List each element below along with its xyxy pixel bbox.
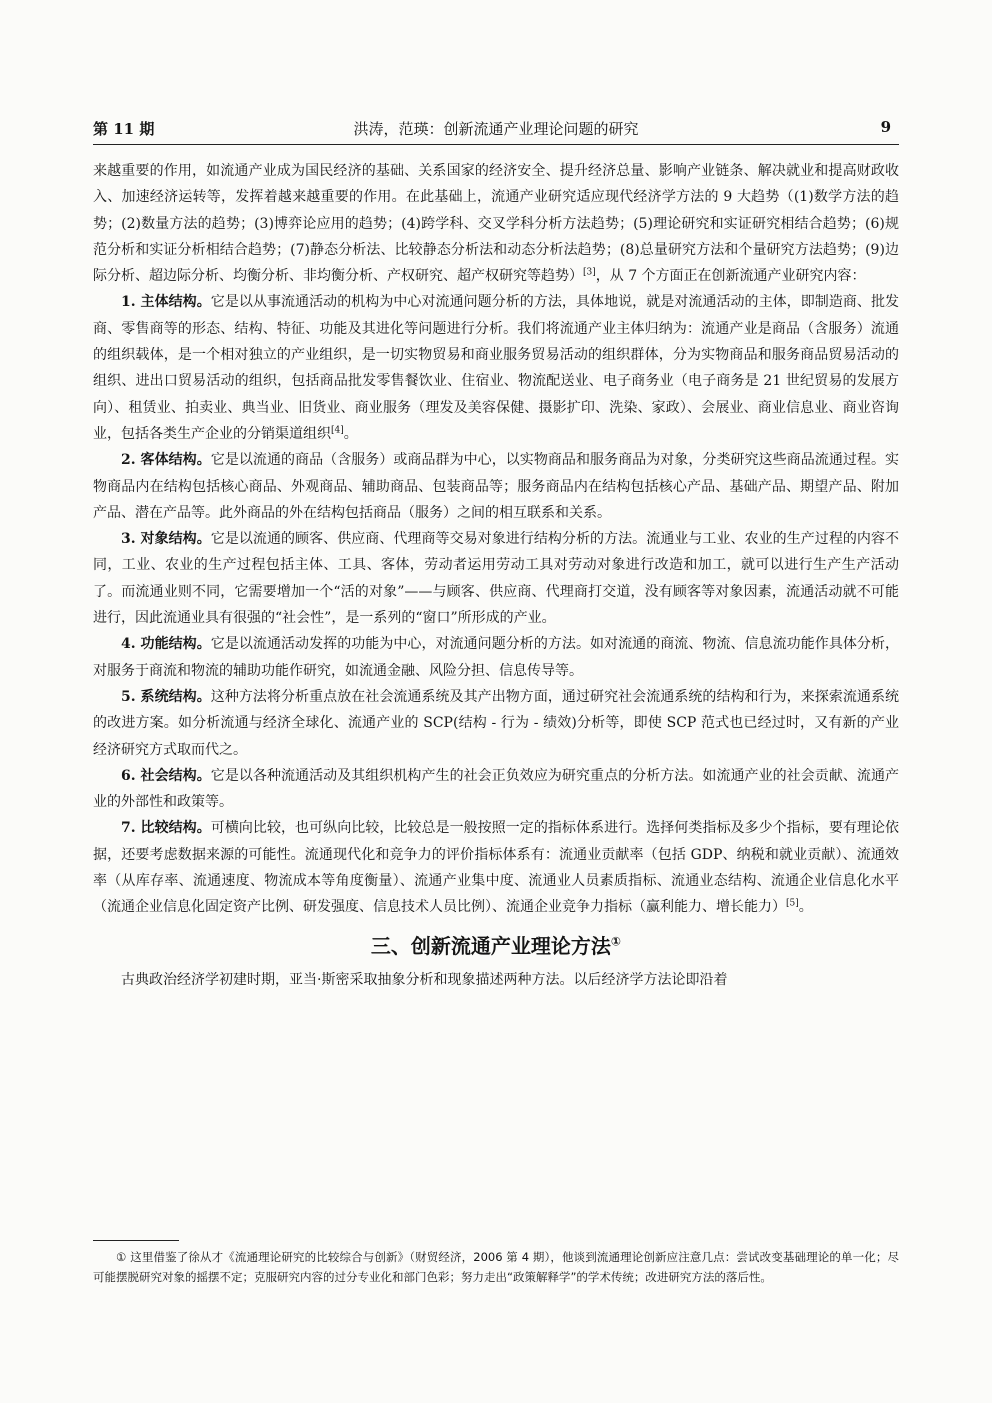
header-rule bbox=[93, 144, 899, 145]
item-paragraph-1 bbox=[93, 289, 899, 447]
footnote bbox=[93, 1247, 899, 1287]
item-text: 这种方法将分析重点放在社会流通系统及其产出物方面，通过研究社会流通系统的结构和行为，来探索流通系统的改进方案。如分析流通与经济全球化、流通产业的 SCP(结构 - 行为 - 绩效)分析等，即使 SCP 范式也已经过时，又有新的产业经济研究方式取而代之。 bbox=[93, 688, 900, 758]
item-text: 它是以各种流通活动及其组织机构产生的社会正负效应为研究重点的分析方法。如流通产业的社会贡献、流通产业的外部性和政策等。 bbox=[93, 767, 900, 811]
item-text: 它是以流通的顾客、供应商、代理商等交易对象进行结构分析的方法。流通业与工业、农业的生产过程的内容不同，工业、农业的生产过程包括主体、工具、客体，劳动者运用劳动工具对劳动对象进行改造和加工，就可以进行生产生产活动了。而流通业则不同，它需要增加一个“活的对象”——与顾客、供应商、代理商打交道，没有顾客等对象因素，流通活动就不可能进行，因此流通业具有很强的“社会性”，是一系列的“窗口”所形成的产业。 bbox=[93, 531, 900, 627]
page-number: 9 bbox=[880, 118, 891, 136]
item-lead: 1. 主体结构。 bbox=[121, 294, 211, 311]
section-heading-text: 三、创新流通产业理论方法 bbox=[370, 933, 611, 958]
article-body bbox=[93, 158, 899, 993]
item-paragraph-5 bbox=[93, 684, 899, 763]
section-paragraph: 古典政治经济学初建时期，亚当·斯密采取抽象分析和现象描述两种方法。以后经济学方法论即沿着 bbox=[121, 971, 728, 988]
section-heading bbox=[93, 931, 899, 961]
citation-ref: [5] bbox=[786, 898, 799, 909]
item-text: 它是以流通活动发挥的功能为中心，对流通问题分析的方法。如对流通的商流、物流、信息流功能作具体分析，对服务于商流和物流的辅助功能作研究，如流通金融、风险分担、信息传导等。 bbox=[93, 636, 900, 679]
item-paragraph-7 bbox=[93, 815, 899, 920]
item-lead: 5. 系统结构。 bbox=[121, 688, 211, 705]
item-paragraph-3 bbox=[93, 526, 899, 631]
item-paragraph-2 bbox=[93, 447, 899, 526]
item-text: 它是以流通的商品（含服务）或商品群为中心，以实物商品和服务商品为对象，分类研究这些商品流通过程。实物商品内在结构包括核心商品、外观商品、辅助商品、包装商品等；服务商品内在结构包括核心产品、基础产品、期望产品、附加产品、潜在产品等。此外商品的外在结构包括商品（服务）之间的相互联系和关系。 bbox=[93, 452, 900, 521]
footnote-mark: ① bbox=[610, 933, 622, 948]
item-lead: 7. 比较结构。 bbox=[121, 820, 211, 837]
citation-ref: [3] bbox=[583, 267, 596, 278]
intro-tail: ，从 7 个方面正在创新流通产业研究内容： bbox=[595, 268, 866, 285]
item-lead: 6. 社会结构。 bbox=[121, 767, 211, 784]
intro-text: 来越重要的作用，如流通产业成为国民经济的基础、关系国家的经济安全、提升经济总量、影响产业链条、解决就业和提高财政收入、加速经济运转等，发挥着越来越重要的作用。在此基础上，流通产业研究适应现代经济学方法的 9 大趋势（(1)数学方法的趋势；(2)数量方法的趋势；(3)博弈论应用的趋势；(4)跨学科、交叉学科分析方法趋势；(5)理论研究和实证研究相结合趋势；(6)规范分析和实证分析相结合趋势；(7)静态分析法、比较静态分析法和动态分析法趋势；(8)总量研究方法和个量研究方法趋势；(9)边际分析、超边际分析、均衡分析、非均衡分析、产权研究、超产权研究等趋势） bbox=[93, 163, 899, 285]
item-tail: 。 bbox=[798, 899, 813, 916]
issue-number: 第 11 期 bbox=[93, 120, 155, 138]
item-lead: 3. 对象结构。 bbox=[121, 531, 211, 548]
citation-ref: [4] bbox=[331, 425, 344, 436]
footnote-text: ① 这里借鉴了徐从才《流通理论研究的比较综合与创新》（财贸经济，2006 第 4 期），他谈到流通理论创新应注意几点：尝试改变基础理论的单一化；尽可能摆脱研究对象的摇摆不定；克服研究内容的过分专业化和部门色彩；努力走出“政策解释学”的学术传统；改进研究方法的落后性。 bbox=[93, 1250, 899, 1284]
item-tail: 。 bbox=[343, 425, 358, 442]
item-lead: 4. 功能结构。 bbox=[121, 636, 211, 653]
item-paragraph-4 bbox=[93, 631, 899, 684]
running-title: 洪涛，范瑛：创新流通产业理论问题的研究 bbox=[353, 120, 639, 138]
item-paragraph-6 bbox=[93, 763, 899, 816]
running-header bbox=[93, 118, 899, 142]
item-lead: 2. 客体结构。 bbox=[121, 452, 211, 469]
intro-paragraph bbox=[93, 158, 899, 289]
footnote-rule bbox=[93, 1240, 179, 1241]
item-text: 可横向比较，也可纵向比较，比较总是一般按照一定的指标体系进行。选择何类指标及多少个指标，要有理论依据，还要考虑数据来源的可能性。流通现代化和竞争力的评价指标体系有：流通业贡献率（包括 GDP、纳税和就业贡献）、流通效率（从库存率、流通速度、物流成本等角度衡量）、流通产业集中度、流通业人员素质指标、流通业态结构、流通企业信息化水平（流通企业信息化固定资产比例、研发强度、信息技术人员比例）、流通企业竞争力指标（赢利能力、增长能力） bbox=[93, 820, 900, 916]
item-text: 它是以从事流通活动的机构为中心对流通问题分析的方法，具体地说，就是对流通活动的主体，即制造商、批发商、零售商等的形态、结构、特征、功能及其进化等问题进行分析。我们将流通产业主体归纳为：流通产业是商品（含服务）流通的组织载体，是一个相对独立的产业组织，是一切实物贸易和商业服务贸易活动的组织群体，分为实物商品和服务商品贸易活动的组织、进出口贸易活动的组织，包括商品批发零售餐饮业、住宿业、物流配送业、电子商务业（电子商务是 21 世纪贸易的发展方向）、租赁业、拍卖业、典当业、旧货业、商业服务（理发及美容保健、摄影扩印、洗染、家政）、会展业、商业信息业、商业咨询业，包括各类生产企业的分销渠道组织 bbox=[93, 294, 900, 442]
